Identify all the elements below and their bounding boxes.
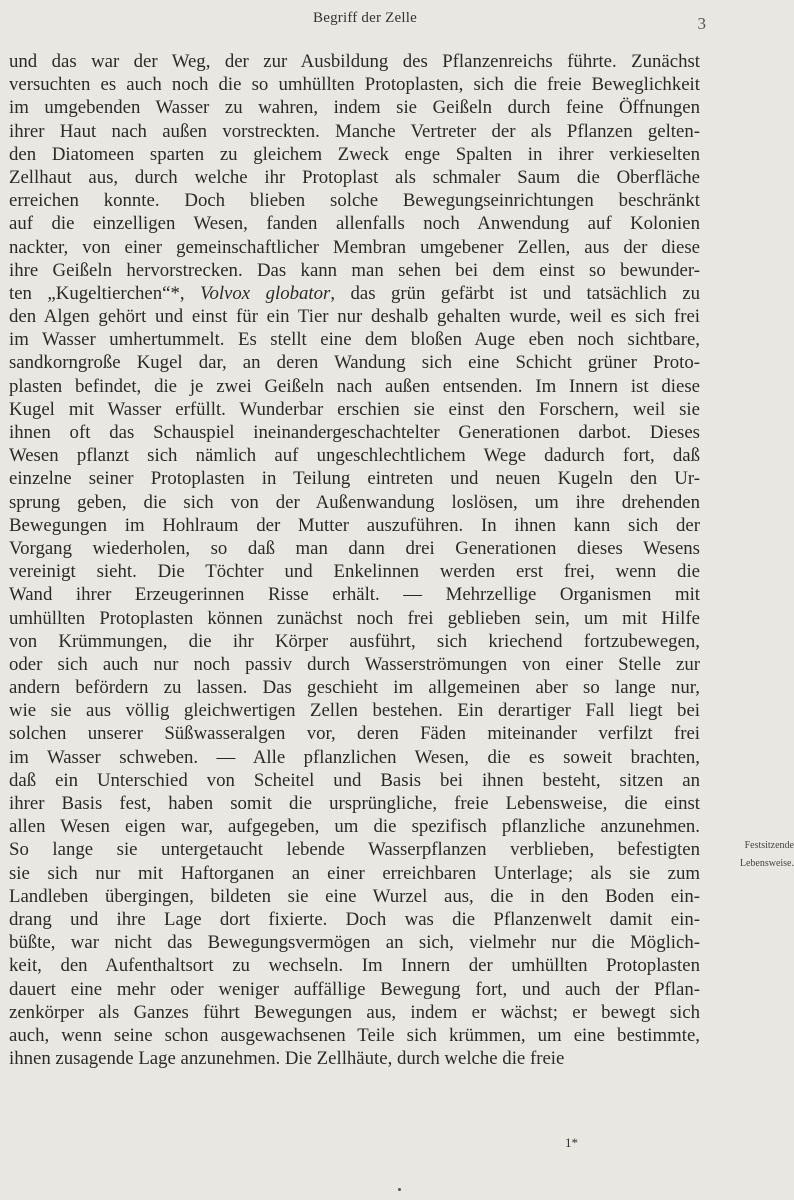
text-line-41: dauert eine mehr oder weniger auffällige Bewegung fort, und auch der Pflan- [9, 978, 700, 1000]
text-line-43: auch, wenn seine schon ausgewachsenen Teile sich krümmen, um eine bestimmte, [9, 1024, 700, 1046]
text-line-8: auf die einzelligen Wesen, fanden allenfalls noch Anwendung auf Kolonien [9, 213, 700, 235]
text-line-12: den Algen gehört und einst für ein Tier nur deshalb gehalten wurde, weil es sich frei [9, 306, 700, 328]
text-line-16: Kugel mit Wasser erfüllt. Wunderbar erschien sie einst den Forschern, weil sie [9, 398, 700, 420]
text-line-26: von Krümmungen, die ihr Körper ausführt, sich kriechend fortzubewegen, [9, 630, 700, 652]
text-line-31: im Wasser schweben. — Alle pflanzlichen Wesen, die es soweit brachten, [9, 746, 700, 768]
text-line-36: sie sich nur mit Haftorganen an einer erreichbaren Unterlage; als sie zum [9, 862, 700, 884]
text-line-25: umhüllten Protoplasten können zunächst noch frei geblieben sein, um mit Hilfe [9, 607, 700, 629]
text-line-23: vereinigt sieht. Die Töchter und Enkelinnen werden erst frei, wenn die [9, 561, 700, 583]
running-title: Begriff der Zelle [313, 10, 417, 26]
text-line-33: ihrer Basis fest, haben somit die ursprüngliche, freie Lebensweise, die einst [9, 793, 700, 814]
text-line-7: erreichen konnte. Doch blieben solche Bewegungseinrichtungen beschränkt [9, 190, 700, 212]
text-line-19: einzelne seiner Protoplasten in Teilung eintreten und neuen Kugeln den Ur- [9, 468, 700, 490]
margin-note-line-2: Lebensweise. [739, 858, 794, 869]
text-line-29: wie sie aus völlig gleichwertigen Zellen bestehen. Ein derartiger Fall liegt bei [9, 700, 700, 722]
text-line-27: oder sich auch nur noch passiv durch Wasserströmungen von einer Stelle zur [9, 653, 700, 675]
text-line-4: ihrer Haut nach außen vorstreckten. Manche Vertreter der als Pflanzen gelten- [9, 120, 700, 142]
text-line-2: versuchten es auch noch die so umhüllten Protoplasten, sich die freie Beweglichkeit [9, 74, 700, 96]
text-line-38: drang und ihre Lage dort fixierte. Doch was die Pflanzenwelt damit ein- [9, 908, 700, 930]
text-line-37: Landleben übergingen, bildeten sie eine Wurzel aus, die in den Boden ein- [9, 885, 700, 907]
text-line-5: den Diatomeen sparten zu gleichem Zweck enge Spalten in ihrer verkieselten [9, 143, 700, 165]
text-line-10: ihre Geißeln hervorstrecken. Das kann man sehen bei dem einst so bewunder- [9, 259, 700, 281]
sheet-signature: 1* [565, 1135, 578, 1150]
text-line-28: andern befördern zu lassen. Das geschieht im allgemeinen aber so lange nur, [9, 677, 700, 699]
text-line-39: büßte, war nicht das Bewegungsvermögen an sich, vielmehr nur die Möglich- [9, 932, 700, 954]
text-line-24: Wand ihrer Erzeugerinnen Risse erhält. — Mehrzellige Organismen mit [9, 584, 700, 606]
text-line-30: solchen unserer Süßwasseralgen vor, deren Fäden miteinander verfilzt frei [9, 723, 700, 745]
text-line-22: Vorgang wiederholen, so daß man dann drei Generationen dieses Wesens [9, 537, 700, 559]
text-line-6: Zellhaut aus, durch welche ihr Protoplast als schmaler Saum die Oberfläche [9, 166, 700, 188]
text-line-3: im umgebenden Wasser zu wahren, indem sie Geißeln durch feine Öffnungen [9, 97, 700, 119]
text-line-1: und das war der Weg, der zur Ausbildung des Pflanzenreichs führte. Zunächst [9, 51, 700, 72]
text-line-11-start: ten „Kugeltierchen“*, [9, 282, 201, 304]
margin-note [706, 837, 794, 873]
text-line-11 [9, 282, 700, 305]
page-number: 3 [697, 14, 706, 33]
text-line-35: So lange sie untergetaucht lebende Wasserpflanzen verblieben, befestigten [9, 839, 700, 861]
margin-note-line-1: Festsitzende [744, 840, 794, 851]
text-line-44: ihnen zusagende Lage anzunehmen. Die Zellhäute, durch welche die freie [9, 1048, 565, 1070]
text-line-13: im Wasser umhertummelt. Es stellt eine dem bloßen Auge eben noch sichtbare, [9, 329, 700, 351]
text-line-21: Bewegungen im Hohlraum der Mutter auszuführen. In ihnen kann sich der [9, 514, 700, 536]
text-line-17: ihnen oft das Schauspiel ineinandergeschachtelter Generationen darbot. Dieses [9, 422, 700, 443]
text-line-20: sprung geben, die sich von der Außenwandung loslösen, um ihre drehenden [9, 491, 700, 513]
text-line-40: keit, den Aufenthaltsort zu wechseln. Im Innern der umhüllten Protoplasten [9, 955, 700, 977]
running-head [0, 10, 794, 34]
text-line-42: zenkörper als Ganzes führt Bewegungen aus, indem er wächst; er bewegt sich [9, 1001, 700, 1023]
body-text [9, 50, 700, 1070]
text-line-11-end: , das grün gefärbt ist und tatsächlich zu [330, 282, 700, 304]
text-line-18: Wesen pflanzt sich nämlich auf ungeschlechtlichem Wege dadurch fort, daß [9, 445, 700, 467]
text-line-14: sandkorngroße Kugel dar, an deren Wandung sich eine Schicht grüner Proto- [9, 352, 700, 374]
text-line-34: allen Wesen eigen war, aufgegeben, um die spezifisch pflanzliche anzunehmen. [9, 816, 700, 838]
text-line-9: nackter, von einer gemeinschaftlicher Membran umgebener Zellen, aus der diese [9, 236, 700, 258]
text-line-15: plasten befindet, die je zwei Geißeln nach außen entsenden. Im Innern ist diese [9, 375, 700, 397]
text-line-32: daß ein Unterschied von Scheitel und Basis bei ihnen besteht, sitzen an [9, 769, 700, 791]
species-name: Volvox globator [200, 282, 331, 304]
print-speck [398, 1188, 401, 1191]
